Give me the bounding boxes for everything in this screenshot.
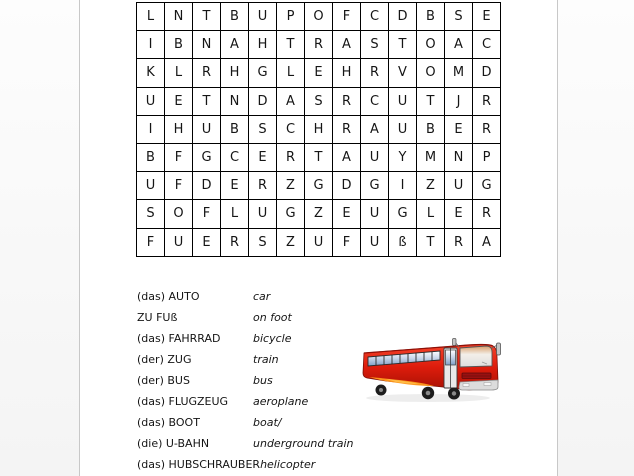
grid-cell[interactable]: T [305, 143, 333, 171]
grid-cell[interactable]: U [361, 200, 389, 228]
grid-cell[interactable]: F [137, 228, 165, 256]
german-term[interactable]: ZU FUß [137, 311, 178, 324]
vocab-row [137, 412, 353, 433]
bus-windshield [460, 346, 492, 367]
grid-cell[interactable]: D [389, 3, 417, 31]
grid-cell[interactable]: A [361, 115, 389, 143]
bus-grille [462, 373, 491, 379]
grid-cell[interactable]: T [193, 87, 221, 115]
grid-cell[interactable]: T [389, 31, 417, 59]
german-term[interactable]: (das) BOOT [137, 416, 200, 429]
english-translation[interactable]: aeroplane [253, 395, 309, 408]
grid-cell[interactable]: I [137, 115, 165, 143]
grid-cell[interactable]: F [193, 200, 221, 228]
grid-cell[interactable]: C [221, 143, 249, 171]
grid-cell[interactable]: G [389, 200, 417, 228]
grid-cell[interactable]: I [389, 172, 417, 200]
vocab-row [137, 349, 353, 370]
grid-cell[interactable]: U [249, 200, 277, 228]
word-search-grid-body [137, 3, 501, 257]
grid-cell[interactable]: K [137, 59, 165, 87]
grid-cell[interactable]: A [277, 87, 305, 115]
grid-cell[interactable]: U [137, 87, 165, 115]
grid-cell[interactable]: R [473, 115, 501, 143]
grid-cell[interactable]: O [417, 31, 445, 59]
vocab-row [137, 307, 353, 328]
grid-row [137, 87, 501, 115]
grid-cell[interactable]: C [361, 87, 389, 115]
grid-cell[interactable]: B [417, 3, 445, 31]
grid-cell[interactable]: T [417, 87, 445, 115]
grid-cell[interactable]: M [445, 59, 473, 87]
grid-cell[interactable]: F [165, 143, 193, 171]
grid-cell[interactable]: N [445, 143, 473, 171]
grid-cell[interactable]: R [473, 200, 501, 228]
english-translation[interactable]: car [253, 290, 271, 303]
grid-cell[interactable]: D [333, 172, 361, 200]
grid-cell[interactable]: H [165, 115, 193, 143]
grid-cell[interactable]: O [305, 3, 333, 31]
grid-cell[interactable]: R [333, 87, 361, 115]
german-term[interactable]: (die) U-BAHN [137, 437, 210, 450]
grid-cell[interactable]: N [221, 87, 249, 115]
grid-cell[interactable]: E [249, 143, 277, 171]
grid-row [137, 59, 501, 87]
grid-cell[interactable]: A [333, 143, 361, 171]
grid-cell[interactable]: R [445, 228, 473, 256]
word-search-grid [136, 2, 501, 257]
vocab-list [137, 286, 353, 475]
grid-cell[interactable]: R [305, 31, 333, 59]
bus-bumper [459, 380, 498, 390]
grid-cell[interactable]: G [249, 59, 277, 87]
grid-cell[interactable]: E [445, 115, 473, 143]
grid-cell[interactable]: R [473, 87, 501, 115]
grid-cell[interactable]: ß [389, 228, 417, 256]
grid-cell[interactable]: P [277, 3, 305, 31]
grid-cell[interactable]: Y [389, 143, 417, 171]
grid-cell[interactable]: R [361, 59, 389, 87]
grid-cell[interactable]: Z [277, 228, 305, 256]
grid-cell[interactable]: R [333, 115, 361, 143]
grid-cell[interactable]: L [417, 200, 445, 228]
vocab-row [137, 391, 353, 412]
grid-cell[interactable]: Z [277, 172, 305, 200]
grid-cell[interactable]: S [445, 3, 473, 31]
grid-cell[interactable]: S [249, 115, 277, 143]
grid-cell[interactable]: L [165, 59, 193, 87]
grid-cell[interactable]: R [277, 143, 305, 171]
grid-cell[interactable]: S [305, 87, 333, 115]
grid-cell[interactable]: G [473, 172, 501, 200]
grid-cell[interactable]: F [165, 172, 193, 200]
grid-cell[interactable]: U [389, 115, 417, 143]
grid-cell[interactable]: T [277, 31, 305, 59]
grid-cell[interactable]: D [473, 59, 501, 87]
grid-cell[interactable]: L [137, 3, 165, 31]
grid-cell[interactable]: R [193, 59, 221, 87]
bus-clipart-svg [356, 334, 504, 406]
grid-cell[interactable]: G [193, 143, 221, 171]
vocab-row [137, 454, 353, 475]
grid-row [137, 200, 501, 228]
grid-cell[interactable]: B [221, 115, 249, 143]
grid-row [137, 172, 501, 200]
grid-cell[interactable]: E [305, 59, 333, 87]
german-term[interactable]: (das) FAHRRAD [137, 332, 221, 345]
grid-cell[interactable]: H [249, 31, 277, 59]
grid-cell[interactable]: U [445, 172, 473, 200]
grid-row [137, 143, 501, 171]
grid-cell[interactable]: R [249, 172, 277, 200]
grid-cell[interactable]: U [165, 228, 193, 256]
grid-cell[interactable]: S [361, 31, 389, 59]
grid-cell[interactable]: F [333, 228, 361, 256]
grid-row [137, 31, 501, 59]
grid-cell[interactable]: C [361, 3, 389, 31]
bus-image[interactable] [356, 334, 504, 406]
german-term[interactable]: (der) ZUG [137, 353, 192, 366]
grid-cell[interactable]: E [333, 200, 361, 228]
grid-row [137, 115, 501, 143]
grid-cell[interactable]: H [333, 59, 361, 87]
grid-cell[interactable]: U [389, 87, 417, 115]
grid-cell[interactable]: O [417, 59, 445, 87]
english-translation[interactable]: underground train [253, 437, 354, 450]
grid-cell[interactable]: U [137, 172, 165, 200]
grid-cell[interactable]: C [277, 115, 305, 143]
german-term[interactable]: (der) BUS [137, 374, 190, 387]
grid-cell[interactable]: A [473, 228, 501, 256]
grid-cell[interactable]: G [277, 200, 305, 228]
grid-cell[interactable]: R [221, 228, 249, 256]
english-translation[interactable]: bus [253, 374, 273, 387]
grid-cell[interactable]: N [193, 31, 221, 59]
grid-cell[interactable]: A [221, 31, 249, 59]
grid-cell[interactable]: U [193, 115, 221, 143]
grid-cell[interactable]: J [445, 87, 473, 115]
grid-cell[interactable]: H [305, 115, 333, 143]
grid-cell[interactable]: C [473, 31, 501, 59]
grid-cell[interactable]: L [277, 59, 305, 87]
grid-cell[interactable]: T [417, 228, 445, 256]
vocab-row [137, 286, 353, 307]
german-term[interactable]: (das) AUTO [137, 290, 200, 303]
grid-cell[interactable]: U [361, 228, 389, 256]
german-term[interactable]: (das) HUBSCHRAUBER [137, 458, 261, 471]
grid-cell[interactable]: S [137, 200, 165, 228]
grid-cell[interactable]: B [165, 31, 193, 59]
grid-row [137, 228, 501, 256]
grid-cell[interactable]: P [473, 143, 501, 171]
grid-cell[interactable]: E [221, 172, 249, 200]
grid-cell[interactable]: O [165, 200, 193, 228]
vocab-row [137, 370, 353, 391]
grid-cell[interactable]: D [249, 87, 277, 115]
vocab-row [137, 328, 353, 349]
english-translation[interactable]: bicycle [253, 332, 292, 345]
grid-cell[interactable]: F [333, 3, 361, 31]
english-translation[interactable]: helicopter [260, 458, 316, 471]
grid-cell[interactable]: U [249, 3, 277, 31]
grid-cell[interactable]: L [221, 200, 249, 228]
english-translation[interactable]: on foot [253, 311, 292, 324]
grid-cell[interactable]: G [361, 172, 389, 200]
grid-cell[interactable]: E [193, 228, 221, 256]
grid-cell[interactable]: A [445, 31, 473, 59]
grid-cell[interactable]: T [193, 3, 221, 31]
document-page[interactable] [79, 0, 558, 476]
grid-cell[interactable]: Z [417, 172, 445, 200]
english-translation[interactable]: boat/ [253, 416, 282, 429]
grid-cell[interactable]: N [165, 3, 193, 31]
grid-cell[interactable]: E [165, 87, 193, 115]
grid-cell[interactable]: D [193, 172, 221, 200]
grid-cell[interactable]: G [305, 172, 333, 200]
grid-cell[interactable]: V [389, 59, 417, 87]
grid-row [137, 3, 501, 31]
grid-cell[interactable]: M [417, 143, 445, 171]
grid-cell[interactable]: S [249, 228, 277, 256]
grid-cell[interactable]: I [137, 31, 165, 59]
vocab-row [137, 433, 353, 454]
german-term[interactable]: (das) FLUGZEUG [137, 395, 229, 408]
grid-cell[interactable]: E [473, 3, 501, 31]
grid-cell[interactable]: B [417, 115, 445, 143]
english-translation[interactable]: train [253, 353, 279, 366]
grid-cell[interactable]: U [361, 143, 389, 171]
grid-cell[interactable]: B [221, 3, 249, 31]
grid-cell[interactable]: A [333, 31, 361, 59]
grid-cell[interactable]: H [221, 59, 249, 87]
grid-cell[interactable]: U [305, 228, 333, 256]
grid-cell[interactable]: E [445, 200, 473, 228]
bus-door [444, 348, 457, 388]
grid-cell[interactable]: Z [305, 200, 333, 228]
grid-cell[interactable]: B [137, 143, 165, 171]
